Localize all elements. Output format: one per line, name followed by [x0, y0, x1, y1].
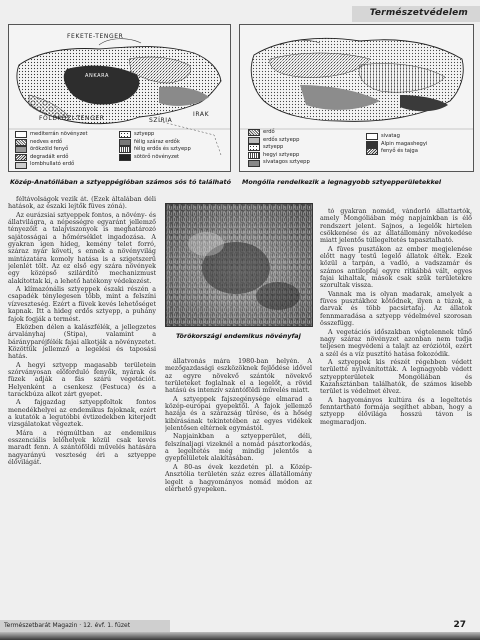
paragraph: féltávolságok vezik át. (Ezek általában déli hatások, az északi lejtők füves zóná).	[8, 196, 156, 211]
legend-item: sivatag	[366, 133, 427, 141]
plant-photo-image	[166, 204, 312, 326]
paragraph: Vannak ma is olyan madarak, amelyek a füves pusztákhoz kötődnek, ilyen a túzok, a darvak és több pacsirtafaj. Az állatok fennmaradása a sztyepp védelmével szorosan összefügg.	[320, 290, 472, 328]
map2-legend-right	[366, 133, 427, 156]
map2-caption: Mongólia rendelkezik a legnagyobb sztyepperületekkel	[242, 178, 442, 186]
legend-swatch	[119, 154, 131, 161]
legend-item: sztyepp	[119, 131, 191, 139]
legend-swatch	[119, 139, 131, 146]
map1-caption: Közép-Anatóliában a sztyeppégióban számos sós tó található	[10, 178, 231, 186]
paragraph: állatvonás mára 1980-ban helyén. A mezőgazdasági eszközöknek fejlődése idővel az egyre növekvő szántók növekvő területeket foglalnak el a legelőt, a rövid hatású és intenzív szántóföldi művelés miatt.	[165, 358, 312, 395]
text-column-2	[165, 358, 312, 608]
text-column-3	[320, 208, 472, 608]
map-mongolia	[239, 24, 474, 172]
photo-caption: Törökországi endemikus növényfaj	[176, 332, 301, 340]
legend-swatch	[366, 148, 378, 155]
paragraph: A sztyeppek fajszegénysége elmarad a közép-európai gyepektől. A fajok jellemző hazája és a szárazság tűrése, és a hőség kibírásának tekintetében az egyes vidékek jelentősen eltérnek egymástól.	[165, 395, 312, 433]
map1-label-sea-south: FÖLDKÖZI-TENGER	[39, 115, 105, 122]
page-header	[0, 0, 480, 26]
legend-swatch	[15, 131, 27, 138]
paragraph: Napjainkban a sztyepperület, déli, felszínaljagi vizeknél a nomád pásztorkodás, a legeltetés még mindig jelentős a gyepfelületek alakításában.	[165, 433, 312, 463]
legend-item: erdő	[248, 129, 310, 137]
footer-source: Természetbarát Magazin · 12. évf. 1. füzet	[4, 622, 131, 629]
legend-item: örökzöld fenyő	[15, 146, 88, 154]
legend-swatch	[15, 162, 27, 169]
legend-item: lombhullató erdő	[15, 161, 88, 169]
paragraph: A füves pusztákon az ember megjelenése előtt nagy testű legelő állatok éltek. Ezek közül a tarpán, a vadló, a vadszamár és számos antilopfaj egyre ritkábbá vált, egyes fajai kihaltak, mások csak szűk területekre szorultak vissza.	[320, 245, 472, 290]
legend-item: nedves erdő	[15, 139, 88, 147]
legend-item: degradált erdő	[15, 154, 88, 162]
legend-item: sivatagos sztyepp	[248, 159, 310, 167]
legend-swatch	[366, 141, 378, 148]
legend-swatch	[119, 146, 131, 153]
paragraph: Mára a régmúltban az endemikus esszenciális lelőhelyek közül csak kevés maradt fenn. A szántóföldi művelés hatására nagyarányú veszteség éri a sztyeppe élővilágát.	[8, 429, 156, 467]
legend-swatch	[119, 131, 131, 138]
paragraph: A hagyományos kultúra és a legeltetés fenntartható formája segíthet abban, hogy a sztyepp élővilága hosszú távon is megmaradjon.	[320, 396, 472, 426]
plant-photo	[165, 203, 313, 327]
legend-swatch	[15, 154, 27, 161]
legend-swatch	[248, 160, 260, 167]
paragraph: tó gyakran nomád, vándorló állattartók, amely Mongóliában még napjainkban is élő rendszert jelent. Sajnos, a legelők hirtelen csökkenése és az állatállomány növekedése miatt jelentős túllegeltetés tapasztalható.	[320, 208, 472, 245]
page-footer	[0, 612, 480, 640]
map1-legend-left	[15, 131, 88, 169]
legend-item: mediterrán növényzet	[15, 131, 88, 139]
paragraph: A 80-as évek kezdetén pl. a Közép-Ansztólia területén száz ezres állatállomány legelt a hagyományos nomád módon az elérhető gyepeken.	[165, 463, 312, 493]
map-turkey	[8, 24, 231, 172]
map1-label-country-south: SZÍRIA	[149, 117, 173, 124]
section-title: Természetvédelem	[369, 8, 468, 18]
legend-swatch	[248, 129, 260, 136]
legend-swatch	[248, 144, 260, 151]
page-number: 27	[453, 620, 466, 630]
paragraph: Az eurázsiai sztyeppek fontos, a növény- és állatvilágra, a népességre egyaránt jellemző tényezőit a talajviszonyok is meghatározó sajátosságai a hőmérséklet ingadozása. A gyakran igen hideg, kemény telet forró, száraz nyár követi, s ennek a növényvilág mintázatára komoly hatása is a szigetszerű jelenlét tölt. Az ez első egy szára növények egy középső szilárdító mechanizmust alakítottak ki, a lehető hatékony védekezést.	[8, 211, 156, 285]
paragraph: A vegetációs időszakban végtelennek tűnő nagy száraz növényzet azonban nem tudja teljesen megvédeni a talajt az eróziótól, ezért a szél és a víz pusztító hatása fokozódik.	[320, 328, 472, 358]
legend-item: sztyepp	[248, 144, 310, 152]
text-column-1	[8, 196, 156, 608]
legend-item: fenyő és tajga	[366, 148, 427, 156]
paragraph: Eközben délen a kalászfélék, a jellegzetes árvalányhaj (Stipa), valamint a bárányparéjfélék fajai alkotják a növényzetet. Közöttük jellemző a legelési és taposási hatás.	[8, 323, 156, 361]
map1-legend-right	[119, 131, 191, 161]
map1-label-city: ANKARA	[85, 73, 110, 79]
legend-swatch	[15, 146, 27, 153]
paragraph: A klímazónális sztyeppek északi részén a csapadék ténylegesen több, mint a felszíni vízveszteség. Ezért a füvek kevés lehetőséget kapnak. Itt a hideg erdős sztyepp, a puhány fajok fogják a termést.	[8, 286, 156, 323]
map1-label-country-east: IRAK	[193, 111, 210, 118]
legend-item: Alpin magashegyi	[366, 141, 427, 149]
legend-swatch	[248, 152, 260, 159]
legend-item: sötörő növényzet	[119, 154, 191, 162]
paragraph: A fajgazdag sztyeppfoltok fontos menedékhelyei az endemikus fajoknak, ezért a kutatók a legutóbbi évtizedekben kiterjedt vizsgálatokat végeztek.	[8, 399, 156, 429]
legend-item: erdős sztyepp	[248, 137, 310, 145]
legend-item: hegyi sztyepp	[248, 152, 310, 160]
map1-label-sea-north: FEKETE-TENGER	[67, 33, 124, 40]
legend-item: félig erdős és sztyepp	[119, 146, 191, 154]
paragraph: A hegyi sztyepp magasabb területein szórványosan előforduló fenyők, nyárak és füzek adják a fás szárú vegetációt. Helyenként a csenkesz (Festuca) és a tarackbúza alkot zárt gyepet.	[8, 361, 156, 398]
footer-shadow	[0, 632, 480, 640]
legend-item: félig száraz erdők	[119, 139, 191, 147]
legend-swatch	[15, 139, 27, 146]
paragraph: A sztyeppek kis részét régebben védett területté nyilvánították. A legnagyobb védett sztyeppterületek Mongóliában és Kazahsztánban találhatók, de számos kisebb terület is védelmet élvez.	[320, 358, 472, 396]
legend-swatch	[366, 133, 378, 140]
map2-legend-left	[248, 129, 310, 167]
legend-swatch	[248, 137, 260, 144]
